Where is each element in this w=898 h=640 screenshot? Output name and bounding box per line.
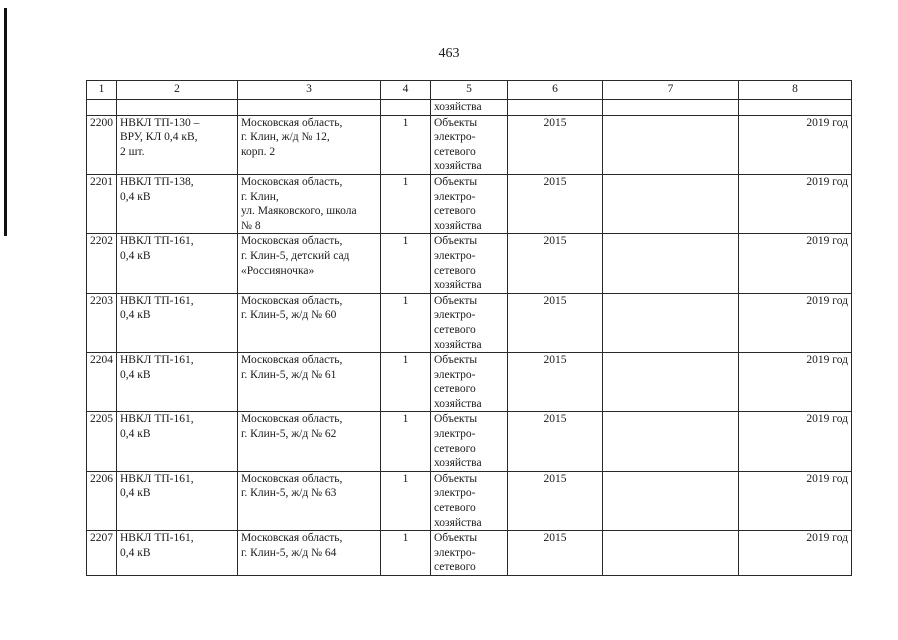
object-name-cell <box>117 174 238 233</box>
address-cell <box>238 412 381 471</box>
cell-line: НВКЛ ТП-161, <box>120 294 194 307</box>
cell-line: Московская область, <box>241 294 343 307</box>
cell-line: хозяйства <box>434 279 482 292</box>
table-cell <box>381 100 431 116</box>
row-number-cell: 2204 <box>87 353 117 412</box>
object-name-cell <box>117 115 238 174</box>
column-header: 3 <box>238 81 381 100</box>
cell-line: г. Клин-5, ж/д № 61 <box>241 368 337 381</box>
column-7-cell <box>603 293 739 352</box>
column-7-cell <box>603 234 739 293</box>
column-header: 5 <box>431 81 508 100</box>
table-cell <box>739 100 852 116</box>
column-header: 6 <box>508 81 603 100</box>
year-cell: 2015 <box>508 531 603 576</box>
year-cell: 2015 <box>508 174 603 233</box>
table-row <box>87 115 852 174</box>
row-number-cell: 2202 <box>87 234 117 293</box>
row-number-cell: 2203 <box>87 293 117 352</box>
cell-line: НВКЛ ТП-161, <box>120 354 194 367</box>
cell-line: НВКЛ ТП-161, <box>120 235 194 248</box>
column-header: 2 <box>117 81 238 100</box>
row-number-cell: 2201 <box>87 174 117 233</box>
cell-line: г. Клин-5, ж/д № 62 <box>241 428 337 441</box>
cell-line: сетевого <box>434 323 476 336</box>
table-row <box>87 174 852 233</box>
term-cell: 2019 год <box>739 115 852 174</box>
row-number-cell: 2206 <box>87 471 117 530</box>
object-type-cell <box>431 293 508 352</box>
cell-line: Объекты <box>434 532 478 545</box>
cell-line: Объекты <box>434 472 478 485</box>
cell-line: электро- <box>434 249 476 262</box>
quantity-cell: 1 <box>381 174 431 233</box>
address-cell <box>238 471 381 530</box>
cell-line: хозяйства <box>434 516 482 529</box>
cell-line: НВКЛ ТП-161, <box>120 413 194 426</box>
cell-line: корп. 2 <box>241 145 276 158</box>
cell-line: 2 шт. <box>120 145 145 158</box>
year-cell: 2015 <box>508 293 603 352</box>
year-cell: 2015 <box>508 115 603 174</box>
table-row <box>87 471 852 530</box>
cell-line: электро- <box>434 368 476 381</box>
quantity-cell: 1 <box>381 471 431 530</box>
year-cell: 2015 <box>508 471 603 530</box>
row-number-cell: 2205 <box>87 412 117 471</box>
cell-line: № 8 <box>241 219 261 232</box>
term-cell: 2019 год <box>739 234 852 293</box>
column-header: 1 <box>87 81 117 100</box>
cell-line: хозяйства <box>434 397 482 410</box>
continuation-row <box>87 100 852 116</box>
cell-line: сетевого <box>434 442 476 455</box>
object-type-cell <box>431 471 508 530</box>
object-name-cell <box>117 471 238 530</box>
quantity-cell: 1 <box>381 531 431 576</box>
cell-line: НВКЛ ТП-161, <box>120 532 194 545</box>
cell-line: электро- <box>434 309 476 322</box>
table-row <box>87 531 852 576</box>
address-cell <box>238 174 381 233</box>
object-name-cell <box>117 234 238 293</box>
term-cell: 2019 год <box>739 174 852 233</box>
table-row <box>87 234 852 293</box>
cell-line: «Россияночка» <box>241 264 315 277</box>
address-cell <box>238 234 381 293</box>
page-number: 463 <box>438 46 460 61</box>
row-number-cell: 2207 <box>87 531 117 576</box>
cell-line: Московская область, <box>241 472 343 485</box>
cell-line: хозяйства <box>434 457 482 470</box>
object-name-cell <box>117 293 238 352</box>
cell-line: электро- <box>434 190 476 203</box>
cell-line: Московская область, <box>241 235 343 248</box>
cell-line: сетевого <box>434 502 476 515</box>
column-header: 8 <box>739 81 852 100</box>
address-cell <box>238 531 381 576</box>
cell-line: электро- <box>434 487 476 500</box>
address-cell <box>238 293 381 352</box>
cell-line: электро- <box>434 131 476 144</box>
cell-line: хозяйства <box>434 338 482 351</box>
table-row <box>87 293 852 352</box>
column-7-cell <box>603 471 739 530</box>
object-name-cell <box>117 412 238 471</box>
column-7-cell <box>603 531 739 576</box>
quantity-cell: 1 <box>381 353 431 412</box>
cell-line: хозяйства <box>434 219 482 232</box>
object-type-cell <box>431 353 508 412</box>
scan-edge-mark <box>4 8 7 236</box>
cell-line: Московская область, <box>241 413 343 426</box>
column-7-cell <box>603 353 739 412</box>
cell-line: 0,4 кВ <box>120 309 151 322</box>
table-cell <box>87 100 117 116</box>
cell-line: г. Клин-5, детский сад <box>241 249 350 262</box>
cell-line: Московская область, <box>241 354 343 367</box>
term-cell: 2019 год <box>739 531 852 576</box>
table-cell <box>117 100 238 116</box>
cell-line: 0,4 кВ <box>120 190 151 203</box>
cell-line: электро- <box>434 546 476 559</box>
table-cell <box>508 100 603 116</box>
cell-line: 0,4 кВ <box>120 249 151 262</box>
cell-line: Объекты <box>434 116 478 129</box>
cell-line: Московская область, <box>241 532 343 545</box>
object-type-cell <box>431 531 508 576</box>
quantity-cell: 1 <box>381 234 431 293</box>
column-header: 7 <box>603 81 739 100</box>
cell-line: сетевого <box>434 205 476 218</box>
cell-line: 0,4 кВ <box>120 546 151 559</box>
registry-table <box>86 80 852 576</box>
object-type-cell <box>431 174 508 233</box>
cell-line: ул. Маяковского, школа <box>241 205 357 218</box>
column-number-row <box>87 81 852 100</box>
year-cell: 2015 <box>508 234 603 293</box>
table-cell <box>603 100 739 116</box>
cell-line: Объекты <box>434 354 478 367</box>
term-cell: 2019 год <box>739 353 852 412</box>
cell-line: Объекты <box>434 413 478 426</box>
cell-line: хозяйства <box>434 160 482 173</box>
cell-line: Объекты <box>434 175 478 188</box>
column-7-cell <box>603 115 739 174</box>
cell-line: Объекты <box>434 235 478 248</box>
year-cell: 2015 <box>508 412 603 471</box>
cell-line: ВРУ, КЛ 0,4 кВ, <box>120 131 198 144</box>
object-type-cell <box>431 234 508 293</box>
year-cell: 2015 <box>508 353 603 412</box>
quantity-cell: 1 <box>381 412 431 471</box>
cell-line: Московская область, <box>241 116 343 129</box>
cell-line: г. Клин-5, ж/д № 64 <box>241 546 337 559</box>
cell-line: г. Клин, ж/д № 12, <box>241 131 330 144</box>
column-header: 4 <box>381 81 431 100</box>
cell-line: сетевого <box>434 561 476 574</box>
cell-line: сетевого <box>434 145 476 158</box>
cell-line: сетевого <box>434 264 476 277</box>
column-7-cell <box>603 174 739 233</box>
cell-line: г. Клин-5, ж/д № 60 <box>241 309 337 322</box>
address-cell <box>238 115 381 174</box>
cell-line: Московская область, <box>241 175 343 188</box>
cell-line: НВКЛ ТП-161, <box>120 472 194 485</box>
object-type-cell <box>431 412 508 471</box>
cell-line: НВКЛ ТП-130 – <box>120 116 200 129</box>
cell-line: Объекты <box>434 294 478 307</box>
cell-line: сетевого <box>434 383 476 396</box>
cell-line: 0,4 кВ <box>120 368 151 381</box>
table-cell: хозяйства <box>431 100 508 116</box>
table-row <box>87 412 852 471</box>
quantity-cell: 1 <box>381 293 431 352</box>
object-type-cell <box>431 115 508 174</box>
cell-line: 0,4 кВ <box>120 428 151 441</box>
object-name-cell <box>117 353 238 412</box>
table-row <box>87 353 852 412</box>
quantity-cell: 1 <box>381 115 431 174</box>
term-cell: 2019 год <box>739 471 852 530</box>
table-cell <box>238 100 381 116</box>
cell-line: 0,4 кВ <box>120 487 151 500</box>
address-cell <box>238 353 381 412</box>
cell-line: электро- <box>434 428 476 441</box>
cell-line: г. Клин, <box>241 190 279 203</box>
object-name-cell <box>117 531 238 576</box>
term-cell: 2019 год <box>739 293 852 352</box>
column-7-cell <box>603 412 739 471</box>
row-number-cell: 2200 <box>87 115 117 174</box>
cell-line: г. Клин-5, ж/д № 63 <box>241 487 337 500</box>
cell-line: НВКЛ ТП-138, <box>120 175 194 188</box>
term-cell: 2019 год <box>739 412 852 471</box>
